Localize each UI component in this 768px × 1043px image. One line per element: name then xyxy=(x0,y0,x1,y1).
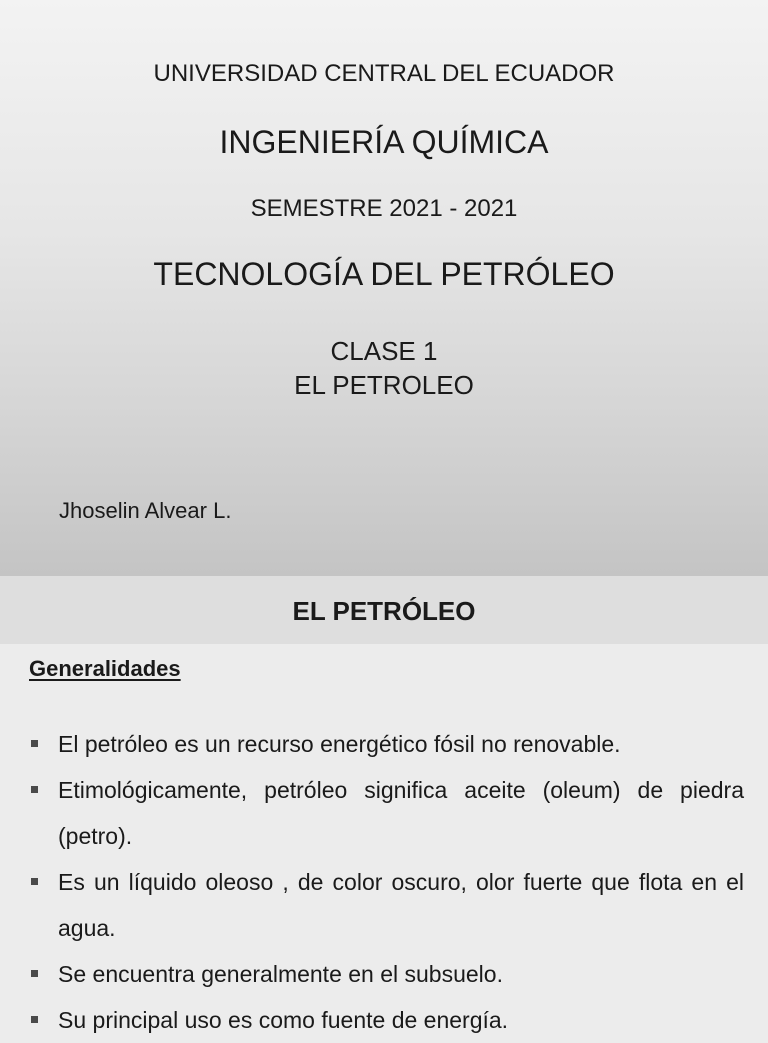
class-topic: EL PETROLEO xyxy=(294,370,474,400)
slide-title: EL PETRÓLEO xyxy=(292,596,476,626)
class-number: CLASE 1 xyxy=(330,336,438,366)
section-subtitle: Generalidades xyxy=(29,656,181,681)
university-name: UNIVERSIDAD CENTRAL DEL ECUADOR xyxy=(153,60,615,87)
author-name: Jhoselin Alvear L. xyxy=(59,498,232,523)
square-bullet-icon xyxy=(31,1016,38,1023)
list-item xyxy=(29,951,744,997)
list-item-text: Es un líquido oleoso , de color oscuro, olor fuerte que flota en el agua. xyxy=(58,869,744,941)
square-bullet-icon xyxy=(31,878,38,885)
square-bullet-icon xyxy=(31,786,38,793)
course-title: TECNOLOGÍA DEL PETRÓLEO xyxy=(153,256,615,292)
semester-label: SEMESTRE 2021 - 2021 xyxy=(250,195,518,222)
square-bullet-icon xyxy=(31,740,38,747)
content-slide xyxy=(0,576,768,1033)
list-item xyxy=(29,859,744,951)
list-item-text: Etimológicamente, petróleo significa aceite (oleum) de piedra (petro). xyxy=(58,777,744,849)
list-item-text: El petróleo es un recurso energético fósil no renovable. xyxy=(58,731,621,757)
bullet-list xyxy=(29,721,744,1043)
list-item xyxy=(29,767,744,859)
square-bullet-icon xyxy=(31,970,38,977)
faculty-name: INGENIERÍA QUÍMICA xyxy=(219,124,549,160)
list-item-text: Se encuentra generalmente en el subsuelo. xyxy=(58,961,503,987)
list-item-text: Su principal uso es como fuente de energía. xyxy=(58,1007,509,1033)
list-item xyxy=(29,721,744,767)
list-item xyxy=(29,997,744,1043)
